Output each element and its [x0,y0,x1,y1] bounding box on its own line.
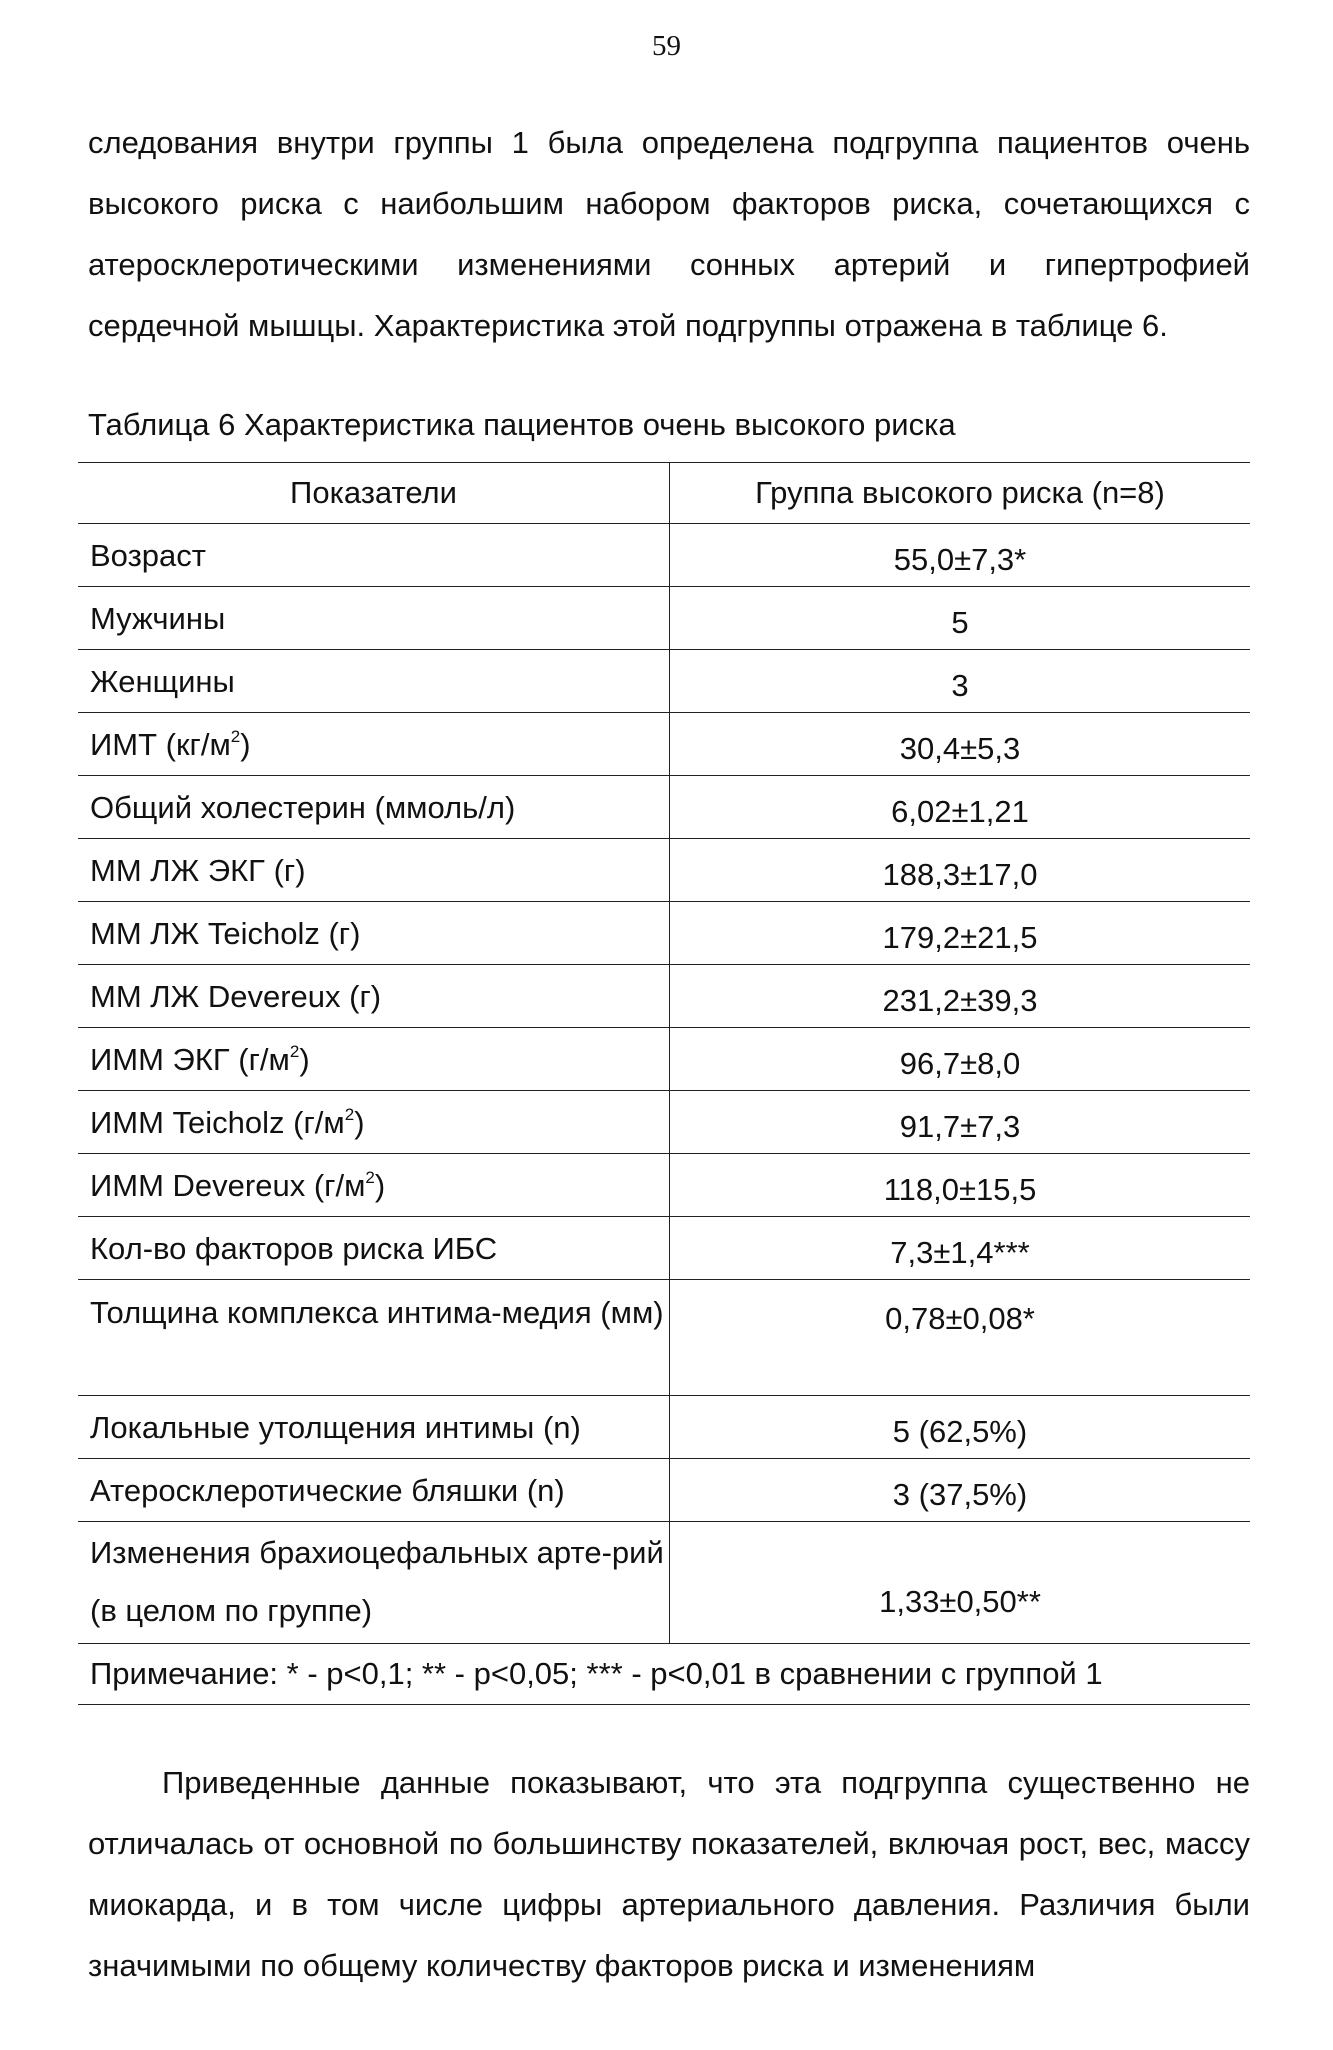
row-label: Возраст [78,524,670,587]
table-row [78,1522,1250,1644]
paragraph-conclusion: Приведенные данные показывают, что эта подгруппа существенно не отличалась от основной по большинству показателей, включая рост, вес, массу миокарда, и в том числе цифры артериального давления. Различия были значимыми по общему количеству факторов риска и изменениям [88,1765,1250,1983]
row-label: Толщина комплекса интима-медия (мм) [78,1280,670,1396]
column-header-indicators: Показатели [78,463,670,524]
table-row [78,965,1250,1028]
row-value: 5 (62,5%) [670,1396,1251,1459]
table-caption: Таблица 6 Характеристика пациентов очень высокого риска [88,407,956,442]
row-label: Локальные утолщения интимы (n) [78,1396,670,1459]
paragraph-intro: следования внутри группы 1 была определена подгруппа пациентов очень высокого риска с наибольшим набором факторов риска, сочетающихся с атеросклеротическими изменениями сонных артерий и гипертрофией сердечной мышцы. Характеристика этой подгруппы отражена в таблице 6. [88,125,1250,343]
row-label: ММ ЛЖ ЭКГ (г) [78,839,670,902]
row-value: 0,78±0,08* [670,1280,1251,1396]
table-row [78,713,1250,776]
row-label: Мужчины [78,587,670,650]
table-row [78,1280,1250,1396]
superscript: 2 [365,1167,375,1187]
table-note: Примечание: * - p<0,1; ** - p<0,05; *** - p<0,01 в сравнении с группой 1 [78,1644,1250,1705]
characteristics-table [78,462,1250,1705]
row-label: Женщины [78,650,670,713]
row-label: Общий холестерин (ммоль/л) [78,776,670,839]
row-value: 188,3±17,0 [670,839,1251,902]
table-row [78,650,1250,713]
table-row [78,776,1250,839]
row-label: ИММ Devereux $(г/м^2)$ [78,1154,670,1217]
row-value: 3 [670,650,1251,713]
row-label: ММ ЛЖ Devereux (г) [78,965,670,1028]
row-value: 231,2±39,3 [670,965,1251,1028]
superscript: 2 [344,1104,355,1124]
row-value: 7,3±1,4*** [670,1217,1251,1280]
table-row [78,587,1250,650]
row-value: 91,7±7,3 [670,1091,1251,1154]
row-value: 5 [670,587,1251,650]
superscript: 2 [289,1041,300,1061]
table-row [78,1091,1250,1154]
superscript: 2 [230,726,241,746]
row-value: 118,0±15,5 [670,1154,1251,1217]
row-label: ИММ ЭКГ $(г/м^2)$ [78,1028,670,1091]
row-label: ИММ Teicholz $(г/м^2)$ [78,1091,670,1154]
table-row [78,1459,1250,1522]
table-row [78,1217,1250,1280]
row-label: Изменения брахиоцефальных арте-рий (в целом по группе) [78,1522,670,1644]
table-container [78,462,1250,1705]
row-label: ИМТ $(кг/м^2)$ [78,713,670,776]
row-value: 6,02±1,21 [670,776,1251,839]
table-row [78,1028,1250,1091]
table-row [78,1154,1250,1217]
row-label: ММ ЛЖ Teicholz (г) [78,902,670,965]
row-label: Атеросклеротические бляшки (n) [78,1459,670,1522]
table-row [78,524,1250,587]
row-value: 55,0±7,3* [670,524,1251,587]
column-header-group: Группа высокого риска (n=8) [670,463,1251,524]
row-value: 3 (37,5%) [670,1459,1251,1522]
table-note-row [78,1644,1250,1705]
row-value: 1,33±0,50** [670,1522,1251,1644]
table-row [78,902,1250,965]
row-label: Кол-во факторов риска ИБС [78,1217,670,1280]
table-row [78,839,1250,902]
row-value: 96,7±8,0 [670,1028,1251,1091]
row-value: 179,2±21,5 [670,902,1251,965]
table-header-row [78,463,1250,524]
page-number: 59 [652,30,681,62]
table-row [78,1396,1250,1459]
row-value: 30,4±5,3 [670,713,1251,776]
